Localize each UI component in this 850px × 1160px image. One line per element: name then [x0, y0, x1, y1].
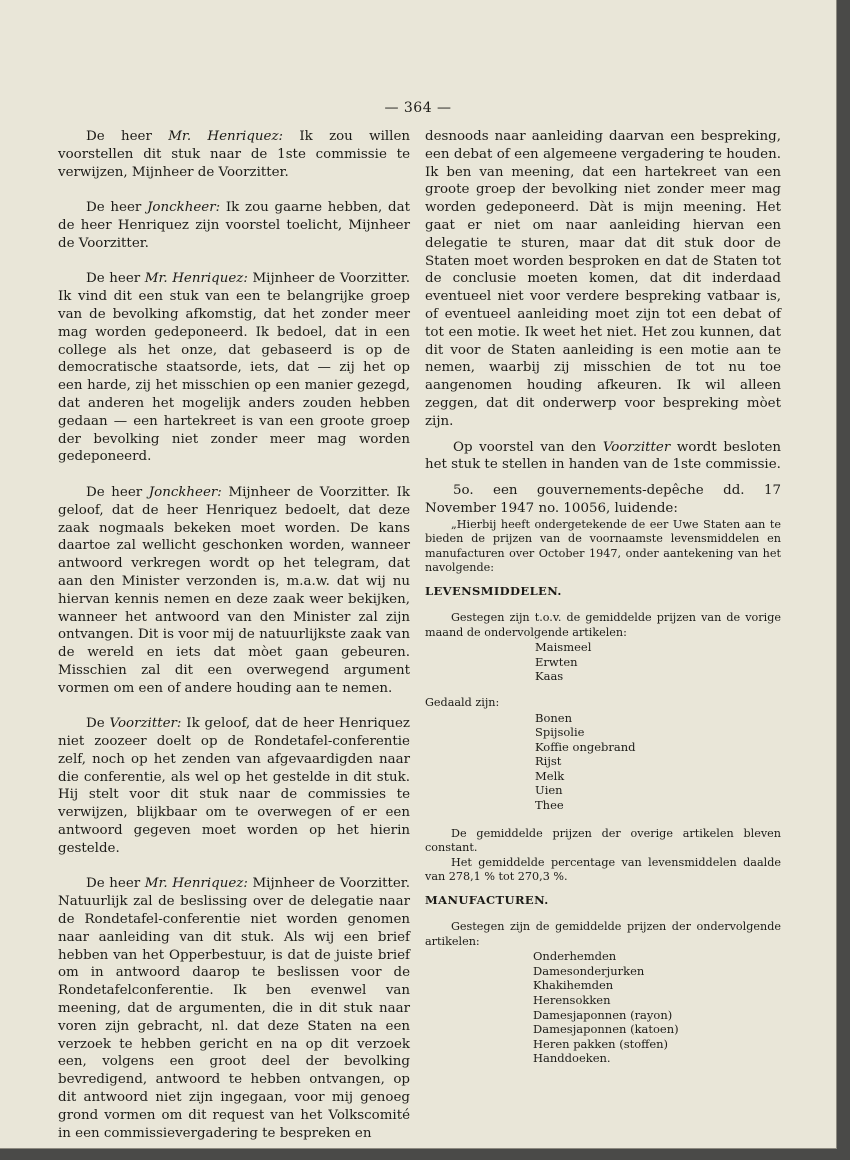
list-item: Erwten [535, 654, 578, 669]
paragraph: De heer Mr. Henriquez: Mijnheer de Voorzitter. Natuurlijk zal de beslissing over de delegatie naar de Rondetafel-conferentie niet worden genomen naar aanleiding van dit stuk. Als wij een brief hebben van het Opperbestuur, is dat de juiste brief om in antwoord daarop te beslissen voor de Rondetafelconferentie. Ik ben evenwel van meening, dat de argumenten, die in dit stuk naar voren zijn gebracht, nl. dat deze Staten na een verzoek te hebben gericht en na op dit verzoek een, volgens een groot deel der bevolking bevredigend, antwoord te hebben ontvangen, op dit antwoord niet zijn ingegaan, voor mij genoeg grond vormen om dit request van het Volkscomité in een commissievergadering te bespreken en [58, 876, 410, 1141]
manufacturen-list [425, 949, 781, 1066]
list-item: Maismeel [535, 640, 592, 655]
continuation-paragraph: desnoods naar aanleiding daarvan een bespreking, een debat of een algemeene vergadering te houden. Ik ben van meening, dat een hartekreet van een groote groep der bevolking niet zonder meer mag worden gedeponeerd. Dàt is mijn meening. Het gaat er niet om naar aanleiding hiervan een delegatie te sturen, maar dat dit stuk door de Staten moet worden besproken en dat de Staten tot de conclusie moeten komen, dat dit inderdaad eventueel niet voor verdere bespreking vatbaar is, of eventueel aanleiding moet zijn tot een debat of tot een motie. Ik weet het niet. Het zou kunnen, dat dit voor de Staten aanleiding is een motie aan te nemen, waarbij zij misschien de tot nu toe aangenomen houding afkeuren. Ik wil alleen zeggen, dat dit onderwerp voor bespreking mòet zijn. [425, 129, 781, 429]
left-column [58, 128, 410, 1160]
list-item: Rijst [535, 754, 562, 769]
constant-note: De gemiddelde prijzen der overige artikelen bleven constant. [425, 826, 781, 855]
list-item: Bonen [535, 710, 572, 725]
manufacturen-heading: MANUFACTUREN. [425, 892, 549, 907]
item-5-paragraph: 5o. een gouvernements-depêche dd. 17 November 1947 no. 10056, luidende: [425, 483, 781, 516]
list-item: Koffie ongebrand [535, 739, 636, 754]
paragraph: De heer Mr. Henriquez: Ik zou willen voorstellen dit stuk naar de 1ste commissie te verwijzen, Mijnheer de Voorzitter. [58, 129, 410, 180]
list-item: Damesjaponnen (katoen) [533, 1022, 679, 1037]
list-item: Spijsolie [535, 725, 585, 740]
paragraph: De heer Jonckheer: Mijnheer de Voorzitter. Ik geloof, dat de heer Henriquez bedoelt, dat deze zaak nogmaals bekeken moet worden. De kans daartoe zal wellicht geschonken worden, wanneer antwoord verkregen wordt op het telegram, dat aan den Minister verzonden is, m.a.w. dat wij nu hiervan kennis nemen en deze zaak weer bekijken, wanneer het antwoord van den Minister zal zijn ontvangen. Dit is voor mij de natuurlijkste zaak van de wereld en iets dat mòet gaan gebeuren. Misschien zal dit een overwegend argument vormen om een of andere houding aan te nemen. [58, 484, 410, 696]
gedaald-label: Gedaald zijn: [425, 696, 500, 710]
levensmiddelen-intro: Gestegen zijn t.o.v. de gemiddelde prijzen van de vorige maand de ondervolgende artikelen: [425, 611, 781, 639]
paragraph: De Voorzitter: Ik geloof, dat de heer Henriquez niet zoozeer doelt op de Rondetafel-conferentie zelf, noch op het zenden van afgevaardigden naar die conferentie, als wel op het gestelde in dit stuk. Hij stelt voor dit stuk naar de commissies te verwijzen, blijkbaar om te overwegen of er een antwoord gegeven moet worden op het hierin gestelde. [58, 716, 410, 856]
list-item: Melk [535, 768, 565, 783]
page-number: — 364 — [384, 100, 452, 116]
gestegen-list [425, 640, 781, 684]
list-item: Onderhemden [533, 949, 617, 964]
percentage-note: Het gemiddelde percentage van levensmiddelen daalde van 278,1 % tot 270,3 %. [425, 855, 781, 884]
manufacturen-intro: Gestegen zijn de gemiddelde prijzen der ondervolgende artikelen: [425, 920, 781, 948]
list-item: Kaas [535, 669, 564, 684]
list-item: Khakihemden [533, 978, 614, 993]
right-column [425, 128, 781, 1066]
quote-paragraph: „Hierbij heeft ondergetekende de eer Uwe Staten aan te bieden de prijzen van de voornaamste levensmiddelen en manufacturen over October 1947, onder aantekening van het navolgende: [425, 517, 781, 575]
list-item: Damesonderjurken [533, 963, 645, 978]
decision-paragraph: Op voorstel van den Voorzitter wordt besloten het stuk te stellen in handen van de 1ste commissie. [425, 439, 781, 473]
depeche-text [425, 518, 781, 1066]
list-item: Uien [535, 783, 563, 798]
paragraph: De heer Mr. Henriquez: Mijnheer de Voorzitter. Ik vind dit een stuk van een te belangrijke groep van de bevolking afkomstig, dat het zonder meer mag worden gedeponeerd. Ik bedoel, dat in een college als het onze, dat gebaseerd is op de democratische staatsorde, iets, dat — zij het op een harde, zij het misschien op een manier gezegd, dat anderen het mogelijk anders zouden hebben gedaan — een hartekreet is van een groote groep der bevolking niet zonder meer mag worden gedeponeerd. [58, 271, 410, 465]
list-item: Herensokken [533, 992, 611, 1007]
list-item: Damesjaponnen (rayon) [533, 1007, 673, 1022]
list-item: Heren pakken (stoffen) [533, 1036, 669, 1051]
paragraph: De heer Jonckheer: Ik zou gaarne hebben, dat de heer Henriquez zijn voorstel toelicht, Mijnheer de Voorzitter. [58, 200, 410, 251]
gedaald-list [425, 711, 781, 813]
list-item: Thee [535, 798, 564, 813]
list-item: Handdoeken. [533, 1051, 611, 1066]
levensmiddelen-heading: LEVENSMIDDELEN. [425, 583, 562, 598]
